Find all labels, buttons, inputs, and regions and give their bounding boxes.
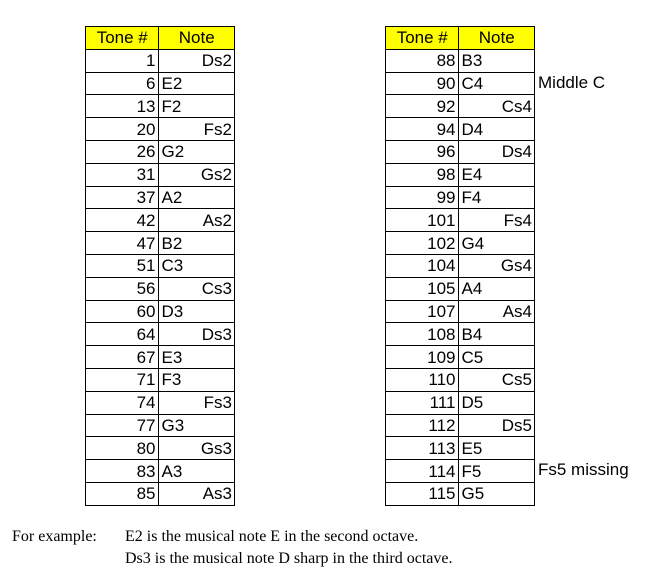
table-row [386, 232, 535, 255]
table-row [386, 323, 535, 346]
table-row [86, 414, 235, 437]
note-cell: C5 [459, 346, 535, 369]
note-header: Note [159, 27, 235, 50]
table-header-row [86, 27, 235, 50]
tone-number-cell: 6 [86, 72, 159, 95]
table-row [386, 346, 535, 369]
note-cell: Gs4 [459, 254, 535, 277]
tone-number-cell: 94 [386, 118, 459, 141]
tone-number-cell: 104 [386, 254, 459, 277]
note-cell: Cs4 [459, 95, 535, 118]
tone-number-cell: 90 [386, 72, 459, 95]
caption-prefix: For example: [12, 528, 97, 545]
note-cell: As3 [159, 482, 235, 505]
tone-number-cell: 115 [386, 482, 459, 505]
tone-number-cell: 47 [86, 232, 159, 255]
middle-c-annotation: Middle C [538, 73, 606, 92]
table-row [386, 414, 535, 437]
tone-number-cell: 80 [86, 437, 159, 460]
table-row [386, 254, 535, 277]
table-header-row [386, 27, 535, 50]
tone-number-cell: 1 [86, 49, 159, 72]
note-cell: E4 [459, 163, 535, 186]
tone-number-cell: 102 [386, 232, 459, 255]
tone-number-header: Tone # [86, 27, 159, 50]
table-row [86, 277, 235, 300]
table-row [86, 460, 235, 483]
table-row [386, 437, 535, 460]
tone-number-cell: 20 [86, 118, 159, 141]
tone-number-cell: 85 [86, 482, 159, 505]
table-row [86, 437, 235, 460]
note-cell: A3 [159, 460, 235, 483]
tone-number-cell: 99 [386, 186, 459, 209]
tone-number-cell: 77 [86, 414, 159, 437]
note-cell: E2 [159, 72, 235, 95]
tone-number-cell: 98 [386, 163, 459, 186]
note-cell: Ds4 [459, 140, 535, 163]
tone-number-cell: 74 [86, 391, 159, 414]
tone-number-cell: 71 [86, 368, 159, 391]
table-row [86, 346, 235, 369]
note-cell: G2 [159, 140, 235, 163]
tone-number-cell: 67 [86, 346, 159, 369]
note-cell: F2 [159, 95, 235, 118]
tone-number-cell: 56 [86, 277, 159, 300]
table-row [386, 49, 535, 72]
caption-example-line-1: E2 is the musical note E in the second octave. [125, 528, 419, 545]
table-row [86, 72, 235, 95]
note-cell: Fs4 [459, 209, 535, 232]
tone-number-cell: 60 [86, 300, 159, 323]
note-cell: Ds3 [159, 323, 235, 346]
tone-number-cell: 101 [386, 209, 459, 232]
note-cell: F5 [459, 460, 535, 483]
tone-number-cell: 111 [386, 391, 459, 414]
tone-number-cell: 108 [386, 323, 459, 346]
tone-number-header: Tone # [386, 27, 459, 50]
note-cell: Gs3 [159, 437, 235, 460]
tone-note-table-right [385, 26, 535, 506]
table-row [86, 482, 235, 505]
note-cell: D5 [459, 391, 535, 414]
tone-number-cell: 114 [386, 460, 459, 483]
tone-number-cell: 37 [86, 186, 159, 209]
note-cell: D3 [159, 300, 235, 323]
table-row [386, 163, 535, 186]
table-row [86, 186, 235, 209]
note-cell: As2 [159, 209, 235, 232]
tone-number-cell: 26 [86, 140, 159, 163]
note-cell: G5 [459, 482, 535, 505]
note-cell: F4 [459, 186, 535, 209]
table-row [86, 232, 235, 255]
note-header: Note [459, 27, 535, 50]
tone-number-cell: 112 [386, 414, 459, 437]
table-row [86, 391, 235, 414]
tone-number-cell: 42 [86, 209, 159, 232]
note-cell: C4 [459, 72, 535, 95]
note-cell: G3 [159, 414, 235, 437]
table-row [386, 209, 535, 232]
tone-number-cell: 110 [386, 368, 459, 391]
table-row [386, 391, 535, 414]
note-cell: Ds5 [459, 414, 535, 437]
note-cell: As4 [459, 300, 535, 323]
table-row [386, 118, 535, 141]
note-cell: Fs2 [159, 118, 235, 141]
tone-number-cell: 105 [386, 277, 459, 300]
note-cell: Ds2 [159, 49, 235, 72]
table-row [86, 49, 235, 72]
note-cell: G4 [459, 232, 535, 255]
tone-number-cell: 88 [386, 49, 459, 72]
tone-number-cell: 64 [86, 323, 159, 346]
table-row [386, 300, 535, 323]
table-row [86, 118, 235, 141]
table-row [386, 140, 535, 163]
tone-number-cell: 113 [386, 437, 459, 460]
table-row [386, 368, 535, 391]
caption-example-line-2: Ds3 is the musical note D sharp in the third octave. [125, 550, 453, 567]
tone-number-cell: 51 [86, 254, 159, 277]
note-cell: Gs2 [159, 163, 235, 186]
tone-number-cell: 31 [86, 163, 159, 186]
table-row [86, 368, 235, 391]
note-cell: C3 [159, 254, 235, 277]
note-cell: F3 [159, 368, 235, 391]
table-row [86, 140, 235, 163]
note-cell: B2 [159, 232, 235, 255]
note-cell: Cs5 [459, 368, 535, 391]
note-cell: D4 [459, 118, 535, 141]
table-row [386, 186, 535, 209]
note-cell: B4 [459, 323, 535, 346]
tone-number-cell: 13 [86, 95, 159, 118]
note-cell: E3 [159, 346, 235, 369]
table-row [386, 72, 535, 95]
tone-number-cell: 96 [386, 140, 459, 163]
table-row [86, 254, 235, 277]
tone-number-cell: 109 [386, 346, 459, 369]
note-cell: A4 [459, 277, 535, 300]
note-cell: Fs3 [159, 391, 235, 414]
table-row [86, 323, 235, 346]
fs5-missing-annotation: Fs5 missing [538, 460, 629, 479]
note-cell: A2 [159, 186, 235, 209]
tone-number-cell: 83 [86, 460, 159, 483]
tone-number-cell: 92 [386, 95, 459, 118]
table-row [86, 95, 235, 118]
table-row [386, 482, 535, 505]
note-cell: Cs3 [159, 277, 235, 300]
tone-note-table-left [85, 26, 235, 506]
note-cell: E5 [459, 437, 535, 460]
table-row [386, 95, 535, 118]
table-row [86, 163, 235, 186]
table-row [86, 209, 235, 232]
table-row [386, 277, 535, 300]
note-cell: B3 [459, 49, 535, 72]
tone-number-cell: 107 [386, 300, 459, 323]
table-row [386, 460, 535, 483]
table-row [86, 300, 235, 323]
